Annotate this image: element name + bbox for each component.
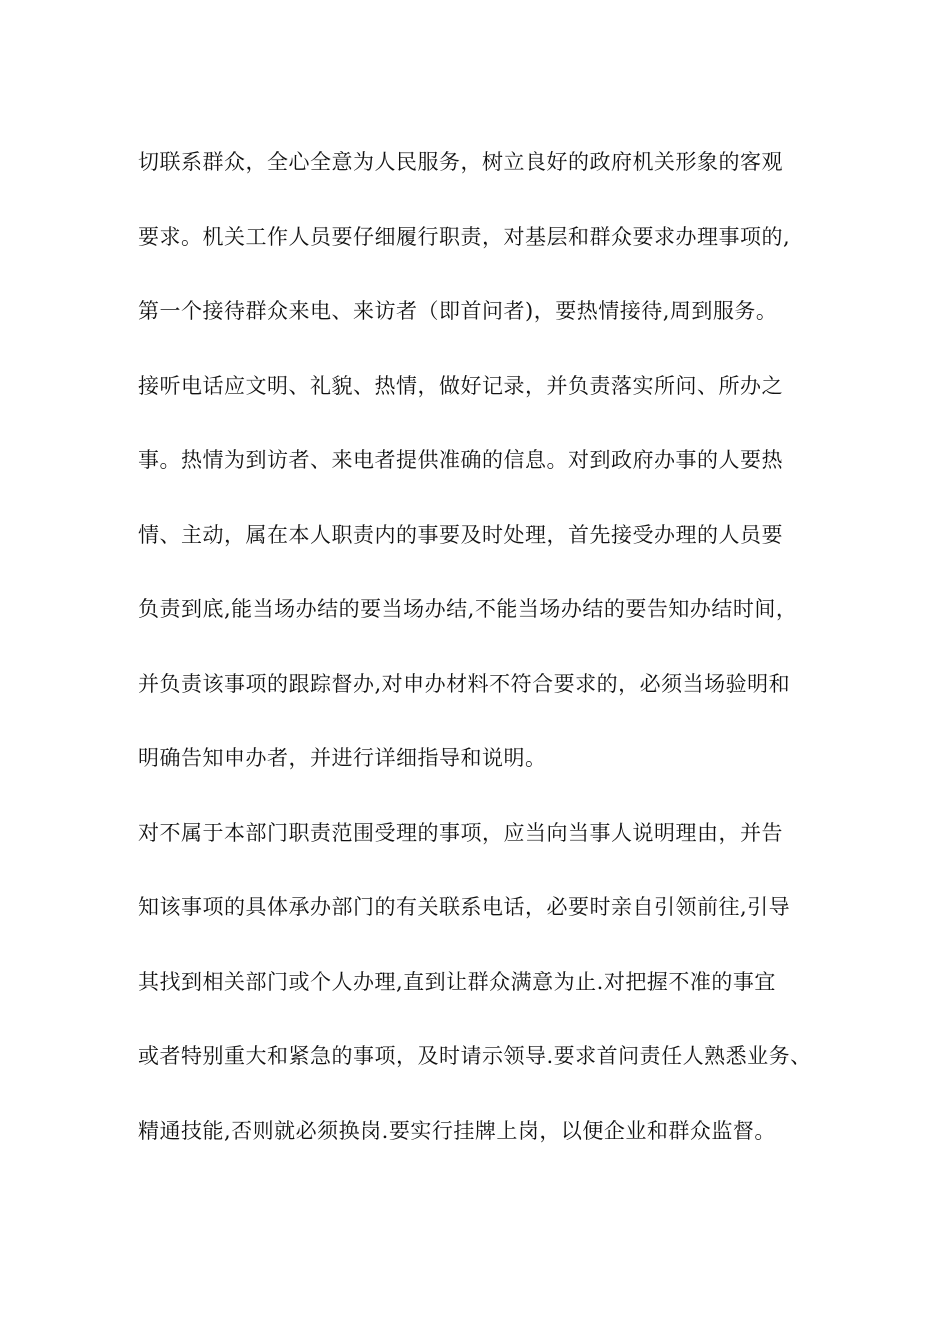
text-line: 知该事项的具体承办部门的有关联系电话，必要时亲自引领前往,引导 <box>138 895 791 919</box>
text-line: 第一个接待群众来电、来访者（即首问者)，要热情接待,周到服务。 <box>138 299 778 323</box>
text-line: 负责到底,能当场办结的要当场办结,不能当场办结的要告知办结时间， <box>138 597 798 621</box>
body-text <box>138 140 838 1183</box>
text-line: 其找到相关部门或个人办理,直到让群众满意为止.对把握不准的事宜 <box>138 969 776 994</box>
text-line: 明确告知申办者，并进行详细指导和说明。 <box>138 746 547 770</box>
text-line: 事。热情为到访者、来电者提供准确的信息。对到政府办事的人要热 <box>138 448 783 472</box>
text-line: 或者特别重大和紧急的事项，及时请示领导.要求首问责任人熟悉业务、 <box>138 1044 812 1068</box>
text-line: 对不属于本部门职责范围受理的事项，应当向当事人说明理由，并告 <box>138 820 783 845</box>
text-line: 精通技能,否则就必须换岗.要实行挂牌上岗，以便企业和群众监督。 <box>138 1118 776 1143</box>
text-line: 并负责该事项的跟踪督办,对申办材料不符合要求的，必须当场验明和 <box>138 671 791 696</box>
text-line: 情、主动，属在本人职责内的事要及时处理，首先接受办理的人员要 <box>138 522 783 547</box>
text-line: 要求。机关工作人员要仔细履行职责，对基层和群众要求办理事项的, <box>138 224 791 249</box>
text-line: 切联系群众，全心全意为人民服务，树立良好的政府机关形象的客观 <box>138 150 783 174</box>
text-line: 接听电话应文明、礼貌、热情，做好记录，并负责落实所问、所办之 <box>138 373 783 398</box>
